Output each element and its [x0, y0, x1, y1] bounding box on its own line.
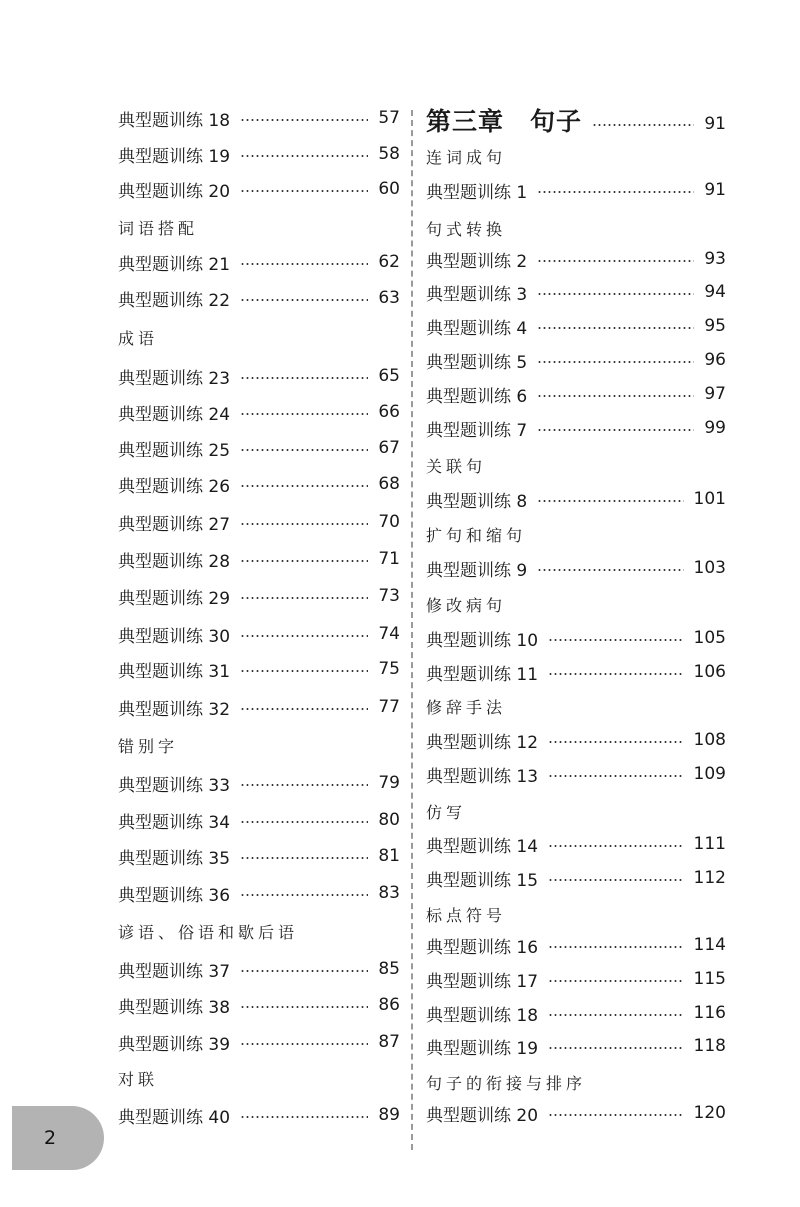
dot-leader	[240, 708, 368, 710]
toc-page-number: 97	[704, 384, 726, 404]
toc-entry-title: 典型题训练 8	[426, 491, 528, 512]
toc-entry-title: 典型题训练 38	[118, 997, 231, 1018]
dot-leader	[240, 523, 368, 525]
toc-entry-title: 典型题训练 19	[118, 146, 231, 167]
toc-entry-title: 典型题训练 34	[118, 812, 231, 833]
toc-entry-title: 典型题训练 12	[426, 732, 539, 753]
toc-entry[interactable]	[426, 346, 726, 374]
toc-section-heading: 扩句和缩句	[426, 525, 527, 545]
toc-entry-title: 典型题训练 2	[426, 251, 528, 272]
toc-page-number: 73	[378, 586, 400, 606]
toc-page-number: 87	[378, 1032, 400, 1052]
toc-entry[interactable]	[118, 284, 400, 312]
toc-entry[interactable]	[118, 879, 400, 907]
toc-page-number: 65	[378, 366, 400, 386]
toc-entry[interactable]	[118, 955, 400, 983]
dot-leader	[240, 821, 368, 823]
dot-leader	[548, 1047, 684, 1049]
toc-page-number: 103	[693, 558, 726, 578]
page-number: 2	[44, 1127, 57, 1149]
toc-entry[interactable]	[118, 248, 400, 276]
dot-leader	[537, 293, 694, 295]
toc-entry[interactable]	[118, 693, 400, 721]
dot-leader	[240, 670, 368, 672]
toc-entry-title: 典型题训练 20	[426, 1105, 539, 1126]
toc-section-heading: 仿写	[426, 802, 467, 822]
toc-entry[interactable]	[118, 806, 400, 834]
toc-entry[interactable]	[426, 830, 726, 858]
dot-leader	[240, 784, 368, 786]
toc-page-number: 85	[378, 959, 400, 979]
toc-entry[interactable]	[118, 434, 400, 462]
dot-leader	[240, 377, 368, 379]
dot-leader	[240, 1043, 368, 1045]
toc-entry-title: 典型题训练 14	[426, 836, 539, 857]
toc-page-number: 58	[378, 144, 400, 164]
toc-page-number: 94	[704, 282, 726, 302]
toc-page-number: 101	[693, 489, 726, 509]
toc-entry-title: 典型题训练 26	[118, 476, 231, 497]
toc-entry[interactable]	[118, 1028, 400, 1056]
toc-entry-title: 典型题训练 18	[426, 1005, 539, 1026]
toc-entry[interactable]	[426, 931, 726, 959]
toc-entry[interactable]	[426, 312, 726, 340]
toc-entry[interactable]	[426, 1099, 726, 1127]
toc-entry-title: 典型题训练 36	[118, 885, 231, 906]
toc-entry-title: 典型题训练 21	[118, 254, 231, 275]
toc-page-number: 114	[693, 935, 726, 955]
dot-leader	[240, 1006, 368, 1008]
toc-entry[interactable]	[426, 864, 726, 892]
toc-entry[interactable]	[118, 842, 400, 870]
toc-entry[interactable]	[426, 380, 726, 408]
toc-page-number: 91	[704, 180, 726, 200]
toc-page-number: 66	[378, 402, 400, 422]
dot-leader	[548, 879, 684, 881]
toc-entry-title: 典型题训练 1	[426, 182, 528, 203]
toc-page-number: 116	[693, 1003, 726, 1023]
toc-entry-title: 典型题训练 19	[426, 1038, 539, 1059]
toc-entry[interactable]	[426, 726, 726, 754]
toc-entry[interactable]	[118, 398, 400, 426]
toc-entry-title: 第三章 句子	[426, 107, 583, 136]
dot-leader	[537, 260, 694, 262]
toc-entry[interactable]	[426, 1032, 726, 1060]
toc-page-number: 108	[693, 730, 726, 750]
toc-section-heading: 修改病句	[426, 595, 507, 615]
toc-section-heading: 词语搭配	[118, 218, 199, 238]
toc-entry-title: 典型题训练 25	[118, 440, 231, 461]
toc-page-number: 112	[693, 868, 726, 888]
toc-entry[interactable]	[118, 1101, 400, 1129]
toc-entry[interactable]	[118, 582, 400, 610]
toc-page-number: 120	[693, 1103, 726, 1123]
dot-leader	[240, 263, 368, 265]
toc-entry[interactable]	[118, 991, 400, 1019]
toc-entry[interactable]	[426, 414, 726, 442]
dot-leader	[548, 946, 684, 948]
toc-entry-title: 典型题训练 32	[118, 699, 231, 720]
toc-page-number: 106	[693, 662, 726, 682]
toc-page-number: 60	[378, 179, 400, 199]
dot-leader	[548, 639, 684, 641]
toc-entry[interactable]	[426, 245, 726, 273]
column-divider	[411, 110, 413, 1150]
toc-entry[interactable]	[118, 175, 400, 203]
dot-leader	[240, 119, 368, 121]
toc-section-heading: 句子的衔接与排序	[426, 1073, 587, 1093]
toc-page-number: 99	[704, 418, 726, 438]
dot-leader	[537, 395, 694, 397]
toc-entry[interactable]	[118, 545, 400, 573]
dot-leader	[240, 857, 368, 859]
dot-leader	[240, 635, 368, 637]
toc-entry-title: 典型题训练 22	[118, 290, 231, 311]
toc-section-heading: 对联	[118, 1069, 159, 1089]
toc-entry-title: 典型题训练 5	[426, 352, 528, 373]
toc-page-number: 70	[378, 512, 400, 532]
toc-entry[interactable]	[118, 362, 400, 390]
dot-leader	[537, 429, 694, 431]
dot-leader	[548, 741, 684, 743]
toc-page-number: 86	[378, 995, 400, 1015]
dot-leader	[240, 190, 368, 192]
toc-page-number: 89	[378, 1105, 400, 1125]
dot-leader	[537, 569, 683, 571]
toc-section-heading: 关联句	[426, 456, 487, 476]
toc-entry[interactable]	[426, 485, 726, 513]
dot-leader	[548, 775, 684, 777]
toc-entry[interactable]	[118, 140, 400, 168]
toc-entry[interactable]	[426, 554, 726, 582]
toc-section-heading: 错别字	[118, 736, 179, 756]
dot-leader	[537, 191, 694, 193]
dot-leader	[240, 970, 368, 972]
toc-entry-title: 典型题训练 35	[118, 848, 231, 869]
toc-entry[interactable]	[118, 508, 400, 536]
toc-entry-title: 典型题训练 27	[118, 514, 231, 535]
toc-entry[interactable]	[426, 965, 726, 993]
toc-entry-title: 典型题训练 37	[118, 961, 231, 982]
dot-leader	[240, 485, 368, 487]
toc-entry[interactable]	[118, 769, 400, 797]
toc-page-number: 83	[378, 883, 400, 903]
toc-entry-title: 典型题训练 24	[118, 404, 231, 425]
toc-section-heading: 谚语、俗语和歇后语	[118, 922, 299, 942]
toc-page-number: 109	[693, 764, 726, 784]
toc-entry-title: 典型题训练 4	[426, 318, 528, 339]
toc-page-number: 68	[378, 474, 400, 494]
toc-page-number: 95	[704, 316, 726, 336]
toc-entry-title: 典型题训练 16	[426, 937, 539, 958]
page-number-tab	[12, 1106, 104, 1170]
dot-leader	[548, 673, 684, 675]
toc-chapter-heading[interactable]	[426, 102, 726, 138]
toc-section-heading: 连词成句	[426, 147, 507, 167]
toc-entry[interactable]	[426, 658, 726, 686]
dot-leader	[240, 560, 368, 562]
toc-page-number: 67	[378, 438, 400, 458]
dot-leader	[548, 1114, 684, 1116]
toc-entry-title: 典型题训练 23	[118, 368, 231, 389]
toc-entry-title: 典型题训练 31	[118, 661, 231, 682]
toc-page-number: 75	[378, 659, 400, 679]
toc-section-heading: 成语	[118, 328, 159, 348]
toc-entry-title: 典型题训练 28	[118, 551, 231, 572]
toc-entry-title: 典型题训练 10	[426, 630, 539, 651]
toc-entry[interactable]	[118, 104, 400, 132]
toc-entry-title: 典型题训练 6	[426, 386, 528, 407]
toc-entry-title: 典型题训练 3	[426, 284, 528, 305]
dot-leader	[537, 361, 694, 363]
dot-leader	[240, 894, 368, 896]
toc-entry-title: 典型题训练 39	[118, 1034, 231, 1055]
toc-entry-title: 典型题训练 40	[118, 1107, 231, 1128]
dot-leader	[537, 500, 683, 502]
toc-page-number: 111	[693, 834, 726, 854]
toc-entry-title: 典型题训练 33	[118, 775, 231, 796]
toc-entry[interactable]	[426, 176, 726, 204]
dot-leader	[240, 1116, 368, 1118]
dot-leader	[548, 845, 684, 847]
toc-page-number: 96	[704, 350, 726, 370]
toc-section-heading: 修辞手法	[426, 697, 507, 717]
dot-leader	[240, 155, 368, 157]
toc-entry-title: 典型题训练 15	[426, 870, 539, 891]
dot-leader	[240, 413, 368, 415]
toc-entry[interactable]	[426, 278, 726, 306]
toc-page-number: 118	[693, 1036, 726, 1056]
toc-page-number: 93	[704, 249, 726, 269]
toc-entry-title: 典型题训练 18	[118, 110, 231, 131]
toc-page-number: 62	[378, 252, 400, 272]
dot-leader	[240, 449, 368, 451]
toc-page-number: 77	[378, 697, 400, 717]
dot-leader	[240, 299, 368, 301]
toc-page-number: 115	[693, 969, 726, 989]
toc-page-number: 74	[378, 624, 400, 644]
dot-leader	[548, 1014, 684, 1016]
toc-entry[interactable]	[118, 470, 400, 498]
toc-entry-title: 典型题训练 13	[426, 766, 539, 787]
toc-entry-title: 典型题训练 9	[426, 560, 528, 581]
toc-entry-title: 典型题训练 30	[118, 626, 231, 647]
toc-entry[interactable]	[118, 620, 400, 648]
toc-page-number: 71	[378, 549, 400, 569]
toc-entry[interactable]	[426, 624, 726, 652]
toc-page-number: 63	[378, 288, 400, 308]
toc-entry-title: 典型题训练 17	[426, 971, 539, 992]
dot-leader	[240, 597, 368, 599]
toc-entry-title: 典型题训练 11	[426, 664, 539, 685]
dot-leader	[592, 124, 694, 126]
toc-entry-title: 典型题训练 7	[426, 420, 528, 441]
toc-entry-title: 典型题训练 20	[118, 181, 231, 202]
dot-leader	[537, 327, 694, 329]
toc-page-number: 79	[378, 773, 400, 793]
toc-entry[interactable]	[426, 760, 726, 788]
toc-entry-title: 典型题训练 29	[118, 588, 231, 609]
toc-page-number: 91	[704, 114, 726, 134]
toc-entry[interactable]	[426, 999, 726, 1027]
toc-entry[interactable]	[118, 655, 400, 683]
toc-section-heading: 标点符号	[426, 905, 507, 925]
toc-page-number: 81	[378, 846, 400, 866]
dot-leader	[548, 980, 684, 982]
toc-section-heading: 句式转换	[426, 219, 507, 239]
toc-page-number: 80	[378, 810, 400, 830]
toc-page-number: 105	[693, 628, 726, 648]
toc-page-number: 57	[378, 108, 400, 128]
